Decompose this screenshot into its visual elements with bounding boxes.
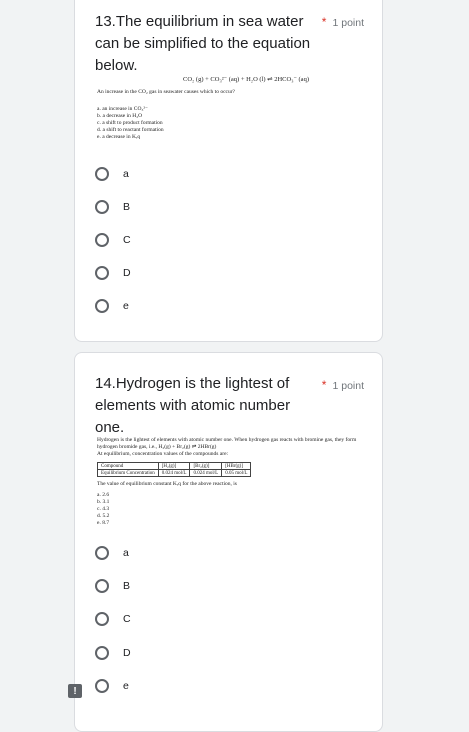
radio-button[interactable]	[95, 679, 109, 693]
radio-button[interactable]	[95, 233, 109, 247]
option-d[interactable]	[95, 643, 131, 663]
question-text-2: At equilibrium, concentration values of the compounds are:	[97, 451, 229, 457]
radio-button[interactable]	[95, 200, 109, 214]
option-d[interactable]	[95, 263, 131, 283]
required-mark: *	[321, 15, 327, 29]
option-e[interactable]	[95, 296, 129, 316]
option-label: C	[123, 613, 131, 625]
choice-text: c. 4.3	[97, 506, 110, 512]
option-label: B	[123, 580, 131, 592]
option-label: a	[123, 168, 129, 180]
option-label: B	[123, 201, 131, 213]
option-e[interactable]	[95, 676, 129, 696]
report-problem-icon[interactable]: !	[68, 684, 82, 698]
table-cell: Equilibrium Concentration	[98, 470, 159, 477]
question-image	[97, 75, 365, 141]
radio-button[interactable]	[95, 266, 109, 280]
question-card-13	[74, 0, 383, 342]
option-c[interactable]	[95, 609, 131, 629]
radio-button[interactable]	[95, 646, 109, 660]
table-header-row	[98, 463, 251, 470]
concentration-table	[97, 462, 251, 477]
option-label: a	[123, 547, 129, 559]
option-label: D	[123, 267, 131, 279]
option-label: D	[123, 647, 131, 659]
question-title: 13.The equilibrium in sea water can be simplified to the equation below.	[95, 13, 311, 74]
option-label: e	[123, 300, 129, 312]
equation: CO₂ (g) + CO₃²⁻ (aq) + H₂O (l) ⇌ 2HCO₃⁻ (aq)	[183, 76, 309, 83]
question-title: 14.Hydrogen is the lightest of elements with atomic number one.	[95, 375, 291, 436]
choice-text: b. 3.1	[97, 499, 110, 505]
question-prompt: The value of equilibrium constant Kₑq for the above reaction, is	[97, 481, 237, 487]
choice-text: d. a shift to reactant formation	[97, 127, 164, 133]
table-cell: 0.05 mol/L	[222, 470, 251, 477]
radio-button[interactable]	[95, 612, 109, 626]
choice-text: a. an increase in CO₃²⁻	[97, 106, 148, 112]
radio-button[interactable]	[95, 546, 109, 560]
question-card-14	[74, 352, 383, 732]
choice-text: a. 2.6	[97, 492, 110, 498]
option-b[interactable]	[95, 576, 130, 596]
required-mark: *	[321, 378, 327, 392]
option-label: e	[123, 680, 129, 692]
points-value: 1 point	[332, 17, 364, 29]
choices-list	[97, 106, 365, 141]
radio-button[interactable]	[95, 579, 109, 593]
table-header-cell: [HBr(g)]	[222, 463, 251, 470]
table-header-cell: [Br₂(g)]	[190, 463, 222, 470]
option-c[interactable]	[95, 230, 131, 250]
option-a[interactable]	[95, 543, 129, 563]
choices-list	[97, 492, 365, 527]
radio-button[interactable]	[95, 299, 109, 313]
choice-text: d. 5.2	[97, 513, 110, 519]
table-cell: 0.024 mol/L	[158, 470, 190, 477]
points-label	[322, 378, 364, 392]
question-prompt: An increase in the CO₂ gas in seawater causes which to occur?	[97, 89, 235, 95]
table-header-cell: Compound	[98, 463, 159, 470]
question-image	[97, 437, 365, 527]
choice-text: e. 8.7	[97, 520, 110, 526]
table-header-cell: [H₂(g)]	[158, 463, 190, 470]
option-a[interactable]	[95, 164, 129, 184]
option-label: C	[123, 234, 131, 246]
radio-button[interactable]	[95, 167, 109, 181]
choice-text: e. a decrease in Kₑq	[97, 134, 141, 140]
choice-text: b. a decrease in H₂O	[97, 113, 143, 119]
table-cell: 0.024 mol/L	[190, 470, 222, 477]
choice-text: c. a shift to product formation	[97, 120, 163, 126]
table-row	[98, 470, 251, 477]
option-b[interactable]	[95, 197, 130, 217]
question-text: Hydrogen is the lightest of elements with atomic number one. When hydrogen gas reacts with bromine gas, they form hydrogen bromide gas, i.e., H₂(g) + Br₂(g) ⇌ 2HBr(g)	[97, 437, 357, 450]
points-label	[322, 15, 364, 29]
points-value: 1 point	[332, 380, 364, 392]
